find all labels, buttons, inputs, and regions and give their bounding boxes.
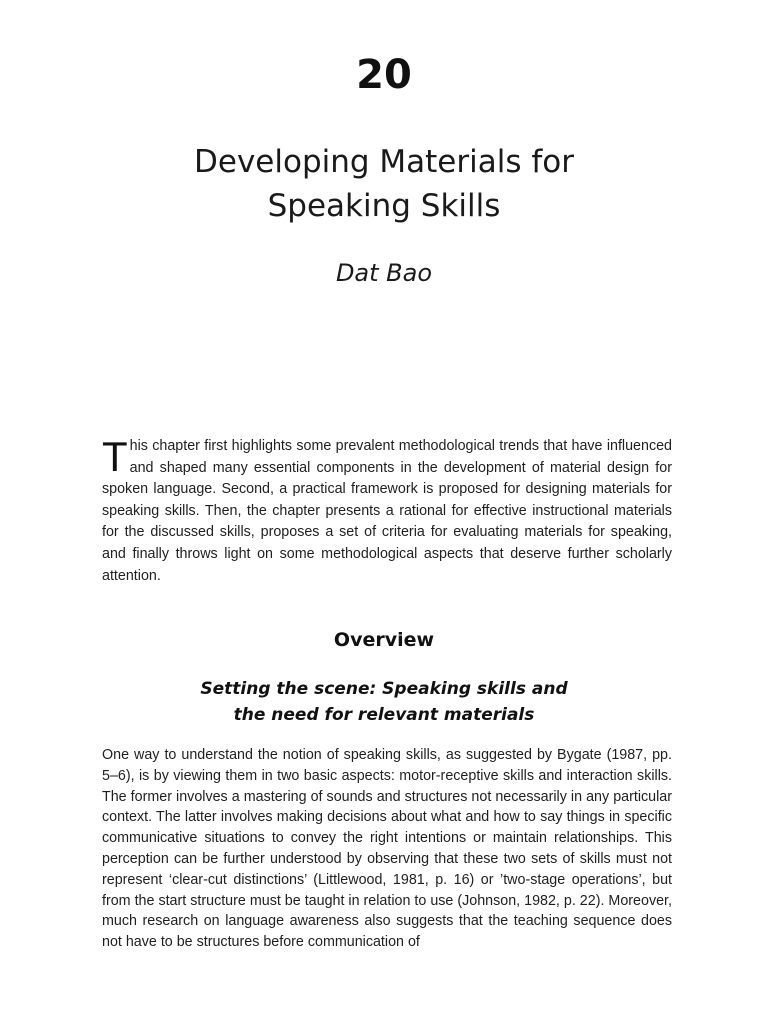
chapter-number: 20 [356,52,412,98]
drop-cap: T [102,433,128,480]
subsection-heading-line-2: the need for relevant materials [233,705,535,725]
chapter-title-line-1: Developing Materials for [194,144,574,180]
subsection-heading-line-1: Setting the scene: Speaking skills and [200,679,568,699]
chapter-author: Dat Bao [335,259,433,287]
section-heading: Overview [333,629,435,651]
chapter-abstract [102,433,672,587]
abstract-text: his chapter first highlights some prevalent methodological trends that have influenced and shaped many essential components in the development of material design for spoken language. Second, a practical framework is proposed for designing materials for speaking skills. Then, the chapter presents a rational for effective instructional materials for the discussed skills, proposes a set of criteria for evaluating materials for speaking, and finally throws light on some methodological aspects that deserve further scholarly attention. [102,438,672,584]
chapter-title-line-2: Speaking Skills [267,188,501,224]
body-paragraph: One way to understand the notion of speaking skills, as suggested by Bygate (1987, pp. 5–6), is by viewing them in two basic aspects: motor-receptive skills and interaction skills. The former involves a mastering of sounds and structures not necessarily in any particular context. The latter involves making decisions about what and how to say things in specific communicative situations to convey the right intentions or maintain relationships. This perception can be further understood by observing that these two sets of skills must not represent ‘clear-cut distinctions’ (Littlewood, 1981, p. 16) or ’two-stage operations’, but from the start structure must be taught in relation to use (Johnson, 1982, p. 22). Moreover, much research on language awareness also suggests that the teaching sequence does not have to be structures before communication of [102,747,672,951]
subsection-heading [0,676,768,728]
chapter-title [0,140,768,228]
